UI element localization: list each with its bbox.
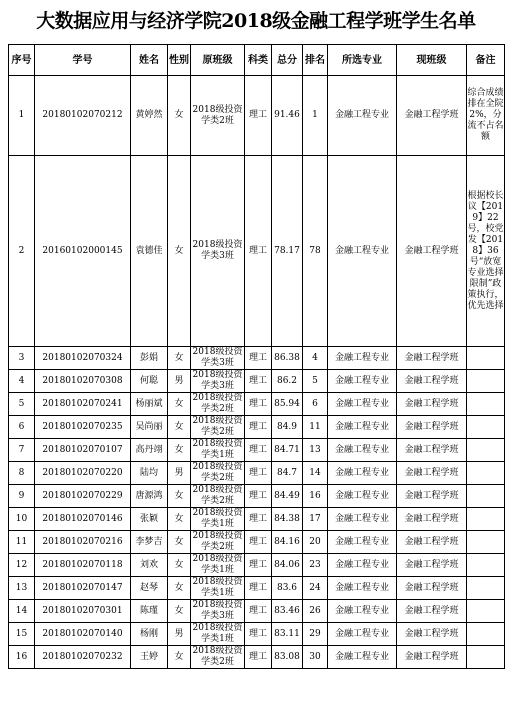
total-score-cell: 83.11 — [272, 623, 303, 646]
rank-cell: 16 — [303, 485, 328, 508]
original-class-cell: 2018级投资学类2班 — [191, 76, 245, 156]
original-class-cell: 2018级投资学类2班 — [191, 416, 245, 439]
row-number-cell: 2 — [9, 156, 35, 347]
remarks-cell — [467, 462, 505, 485]
table-row — [9, 508, 505, 531]
rank-cell: 1 — [303, 76, 328, 156]
remarks-cell: 根据校长议【2019】22号，校党发【2018】36号“放宽专业选择限制”政策执行，优先选择 — [467, 156, 505, 347]
original-class-cell: 2018级投资学类2班 — [191, 485, 245, 508]
rank-cell: 30 — [303, 646, 328, 669]
current-class-cell: 金融工程学班 — [397, 439, 467, 462]
student-id-cell: 20180102070107 — [35, 439, 131, 462]
gender-cell: 男 — [168, 623, 191, 646]
gender-cell: 女 — [168, 531, 191, 554]
current-class-cell: 金融工程学班 — [397, 347, 467, 370]
row-number-cell: 12 — [9, 554, 35, 577]
selected-major-cell: 金融工程专业 — [328, 370, 397, 393]
gender-cell: 女 — [168, 347, 191, 370]
gender-cell: 女 — [168, 577, 191, 600]
selected-major-cell: 金融工程专业 — [328, 156, 397, 347]
rank-cell: 14 — [303, 462, 328, 485]
table-row — [9, 646, 505, 669]
student-id-cell: 20180102070308 — [35, 370, 131, 393]
remarks-cell — [467, 370, 505, 393]
row-number-cell: 9 — [9, 485, 35, 508]
current-class-cell: 金融工程学班 — [397, 508, 467, 531]
student-id-cell: 20180102070118 — [35, 554, 131, 577]
rank-cell: 6 — [303, 393, 328, 416]
rank-cell: 20 — [303, 531, 328, 554]
student-name-cell: 赵琴 — [131, 577, 168, 600]
total-score-cell: 83.08 — [272, 646, 303, 669]
student-id-cell: 20180102070220 — [35, 462, 131, 485]
selected-major-cell: 金融工程专业 — [328, 600, 397, 623]
total-score-cell: 86.2 — [272, 370, 303, 393]
current-class-cell: 金融工程学班 — [397, 393, 467, 416]
rank-cell: 4 — [303, 347, 328, 370]
student-name-cell: 唐源鸿 — [131, 485, 168, 508]
selected-major-cell: 金融工程专业 — [328, 646, 397, 669]
student-name-cell: 杨刚 — [131, 623, 168, 646]
remarks-cell — [467, 439, 505, 462]
gender-cell: 男 — [168, 462, 191, 485]
selected-major-cell: 金融工程专业 — [328, 416, 397, 439]
table-row — [9, 623, 505, 646]
student-name-cell: 王婷 — [131, 646, 168, 669]
gender-cell: 女 — [168, 393, 191, 416]
rank-cell: 78 — [303, 156, 328, 347]
current-class-cell: 金融工程学班 — [397, 577, 467, 600]
total-score-cell: 84.49 — [272, 485, 303, 508]
current-class-cell: 金融工程学班 — [397, 623, 467, 646]
category-cell: 理工 — [245, 347, 272, 370]
header-cell: 科类 — [245, 45, 272, 76]
gender-cell: 女 — [168, 646, 191, 669]
rank-cell: 13 — [303, 439, 328, 462]
row-number-cell: 10 — [9, 508, 35, 531]
total-score-cell: 84.16 — [272, 531, 303, 554]
total-score-cell: 83.6 — [272, 577, 303, 600]
gender-cell: 女 — [168, 439, 191, 462]
table-row — [9, 156, 505, 347]
student-name-cell: 刘欢 — [131, 554, 168, 577]
row-number-cell: 13 — [9, 577, 35, 600]
current-class-cell: 金融工程学班 — [397, 485, 467, 508]
total-score-cell: 84.38 — [272, 508, 303, 531]
category-cell: 理工 — [245, 462, 272, 485]
current-class-cell: 金融工程学班 — [397, 370, 467, 393]
selected-major-cell: 金融工程专业 — [328, 393, 397, 416]
student-id-cell: 20180102070235 — [35, 416, 131, 439]
table-row — [9, 577, 505, 600]
student-name-cell: 陆均 — [131, 462, 168, 485]
category-cell: 理工 — [245, 393, 272, 416]
row-number-cell: 6 — [9, 416, 35, 439]
selected-major-cell: 金融工程专业 — [328, 623, 397, 646]
current-class-cell: 金融工程学班 — [397, 531, 467, 554]
original-class-cell: 2018级投资学类2班 — [191, 462, 245, 485]
header-cell: 所选专业 — [328, 45, 397, 76]
table-row — [9, 600, 505, 623]
original-class-cell: 2018级投资学类1班 — [191, 554, 245, 577]
selected-major-cell: 金融工程专业 — [328, 462, 397, 485]
gender-cell: 女 — [168, 485, 191, 508]
remarks-cell — [467, 600, 505, 623]
gender-cell: 女 — [168, 554, 191, 577]
total-score-cell: 83.46 — [272, 600, 303, 623]
student-id-cell: 20180102070212 — [35, 76, 131, 156]
remarks-cell — [467, 485, 505, 508]
header-cell: 序号 — [9, 45, 35, 76]
category-cell: 理工 — [245, 623, 272, 646]
original-class-cell: 2018级投资学类3班 — [191, 156, 245, 347]
original-class-cell: 2018级投资学类2班 — [191, 393, 245, 416]
student-id-cell: 20180102070324 — [35, 347, 131, 370]
student-id-cell: 20160102000145 — [35, 156, 131, 347]
table-row — [9, 462, 505, 485]
row-number-cell: 1 — [9, 76, 35, 156]
selected-major-cell: 金融工程专业 — [328, 485, 397, 508]
original-class-cell: 2018级投资学类1班 — [191, 577, 245, 600]
student-name-cell: 彭娟 — [131, 347, 168, 370]
category-cell: 理工 — [245, 156, 272, 347]
header-cell: 姓名 — [131, 45, 168, 76]
current-class-cell: 金融工程学班 — [397, 462, 467, 485]
table-row — [9, 347, 505, 370]
category-cell: 理工 — [245, 600, 272, 623]
total-score-cell: 91.46 — [272, 76, 303, 156]
student-name-cell: 袁德佳 — [131, 156, 168, 347]
table-row — [9, 370, 505, 393]
gender-cell: 女 — [168, 76, 191, 156]
table-row — [9, 531, 505, 554]
current-class-cell: 金融工程学班 — [397, 646, 467, 669]
table-row — [9, 554, 505, 577]
row-number-cell: 8 — [9, 462, 35, 485]
original-class-cell: 2018级投资学类3班 — [191, 600, 245, 623]
table-header-row — [9, 45, 505, 76]
total-score-cell: 84.9 — [272, 416, 303, 439]
total-score-cell: 84.71 — [272, 439, 303, 462]
student-name-cell: 黄婷然 — [131, 76, 168, 156]
total-score-cell: 84.06 — [272, 554, 303, 577]
student-name-cell: 张颖 — [131, 508, 168, 531]
table-row — [9, 416, 505, 439]
category-cell: 理工 — [245, 439, 272, 462]
table-row — [9, 76, 505, 156]
original-class-cell: 2018级投资学类2班 — [191, 646, 245, 669]
header-cell: 学号 — [35, 45, 131, 76]
selected-major-cell: 金融工程专业 — [328, 531, 397, 554]
original-class-cell: 2018级投资学类1班 — [191, 439, 245, 462]
selected-major-cell: 金融工程专业 — [328, 577, 397, 600]
gender-cell: 女 — [168, 600, 191, 623]
category-cell: 理工 — [245, 508, 272, 531]
rank-cell: 24 — [303, 577, 328, 600]
student-roster-table — [8, 44, 505, 669]
category-cell: 理工 — [245, 554, 272, 577]
row-number-cell: 15 — [9, 623, 35, 646]
gender-cell: 女 — [168, 156, 191, 347]
selected-major-cell: 金融工程专业 — [328, 347, 397, 370]
header-cell: 性别 — [168, 45, 191, 76]
original-class-cell: 2018级投资学类1班 — [191, 508, 245, 531]
total-score-cell: 78.17 — [272, 156, 303, 347]
selected-major-cell: 金融工程专业 — [328, 439, 397, 462]
table-row — [9, 439, 505, 462]
header-cell: 总分 — [272, 45, 303, 76]
total-score-cell: 84.7 — [272, 462, 303, 485]
remarks-cell — [467, 554, 505, 577]
rank-cell: 11 — [303, 416, 328, 439]
current-class-cell: 金融工程学班 — [397, 76, 467, 156]
row-number-cell: 3 — [9, 347, 35, 370]
original-class-cell: 2018级投资学类3班 — [191, 370, 245, 393]
remarks-cell — [467, 531, 505, 554]
header-cell: 现班级 — [397, 45, 467, 76]
row-number-cell: 14 — [9, 600, 35, 623]
category-cell: 理工 — [245, 76, 272, 156]
student-name-cell: 何聪 — [131, 370, 168, 393]
student-id-cell: 20180102070241 — [35, 393, 131, 416]
student-id-cell: 20180102070216 — [35, 531, 131, 554]
remarks-cell — [467, 416, 505, 439]
student-id-cell: 20180102070146 — [35, 508, 131, 531]
rank-cell: 23 — [303, 554, 328, 577]
current-class-cell: 金融工程学班 — [397, 416, 467, 439]
original-class-cell: 2018级投资学类3班 — [191, 347, 245, 370]
table-row — [9, 485, 505, 508]
row-number-cell: 4 — [9, 370, 35, 393]
category-cell: 理工 — [245, 577, 272, 600]
category-cell: 理工 — [245, 531, 272, 554]
remarks-cell: 综合成绩排在全院2%，分流不占名额 — [467, 76, 505, 156]
category-cell: 理工 — [245, 485, 272, 508]
selected-major-cell: 金融工程专业 — [328, 76, 397, 156]
current-class-cell: 金融工程学班 — [397, 554, 467, 577]
table-row — [9, 393, 505, 416]
student-name-cell: 吴尚丽 — [131, 416, 168, 439]
current-class-cell: 金融工程学班 — [397, 156, 467, 347]
student-id-cell: 20180102070229 — [35, 485, 131, 508]
page-title: 大数据应用与经济学院2018级金融工程学班学生名单 — [36, 10, 476, 32]
remarks-cell — [467, 577, 505, 600]
current-class-cell: 金融工程学班 — [397, 600, 467, 623]
row-number-cell: 16 — [9, 646, 35, 669]
total-score-cell: 85.94 — [272, 393, 303, 416]
original-class-cell: 2018级投资学类1班 — [191, 623, 245, 646]
total-score-cell: 86.38 — [272, 347, 303, 370]
category-cell: 理工 — [245, 646, 272, 669]
rank-cell: 29 — [303, 623, 328, 646]
remarks-cell — [467, 623, 505, 646]
rank-cell: 26 — [303, 600, 328, 623]
student-name-cell: 杨丽斌 — [131, 393, 168, 416]
gender-cell: 女 — [168, 508, 191, 531]
row-number-cell: 5 — [9, 393, 35, 416]
remarks-cell — [467, 646, 505, 669]
category-cell: 理工 — [245, 370, 272, 393]
row-number-cell: 7 — [9, 439, 35, 462]
selected-major-cell: 金融工程专业 — [328, 554, 397, 577]
remarks-cell — [467, 393, 505, 416]
row-number-cell: 11 — [9, 531, 35, 554]
header-cell: 备注 — [467, 45, 505, 76]
remarks-cell — [467, 347, 505, 370]
original-class-cell: 2018级投资学类2班 — [191, 531, 245, 554]
remarks-cell — [467, 508, 505, 531]
student-id-cell: 20180102070140 — [35, 623, 131, 646]
selected-major-cell: 金融工程专业 — [328, 508, 397, 531]
student-name-cell: 陈瑾 — [131, 600, 168, 623]
student-id-cell: 20180102070147 — [35, 577, 131, 600]
student-name-cell: 高丹翊 — [131, 439, 168, 462]
category-cell: 理工 — [245, 416, 272, 439]
rank-cell: 17 — [303, 508, 328, 531]
student-id-cell: 20180102070301 — [35, 600, 131, 623]
header-cell: 原班级 — [191, 45, 245, 76]
student-name-cell: 李梦吉 — [131, 531, 168, 554]
student-id-cell: 20180102070232 — [35, 646, 131, 669]
rank-cell: 5 — [303, 370, 328, 393]
gender-cell: 女 — [168, 416, 191, 439]
gender-cell: 男 — [168, 370, 191, 393]
header-cell: 排名 — [303, 45, 328, 76]
